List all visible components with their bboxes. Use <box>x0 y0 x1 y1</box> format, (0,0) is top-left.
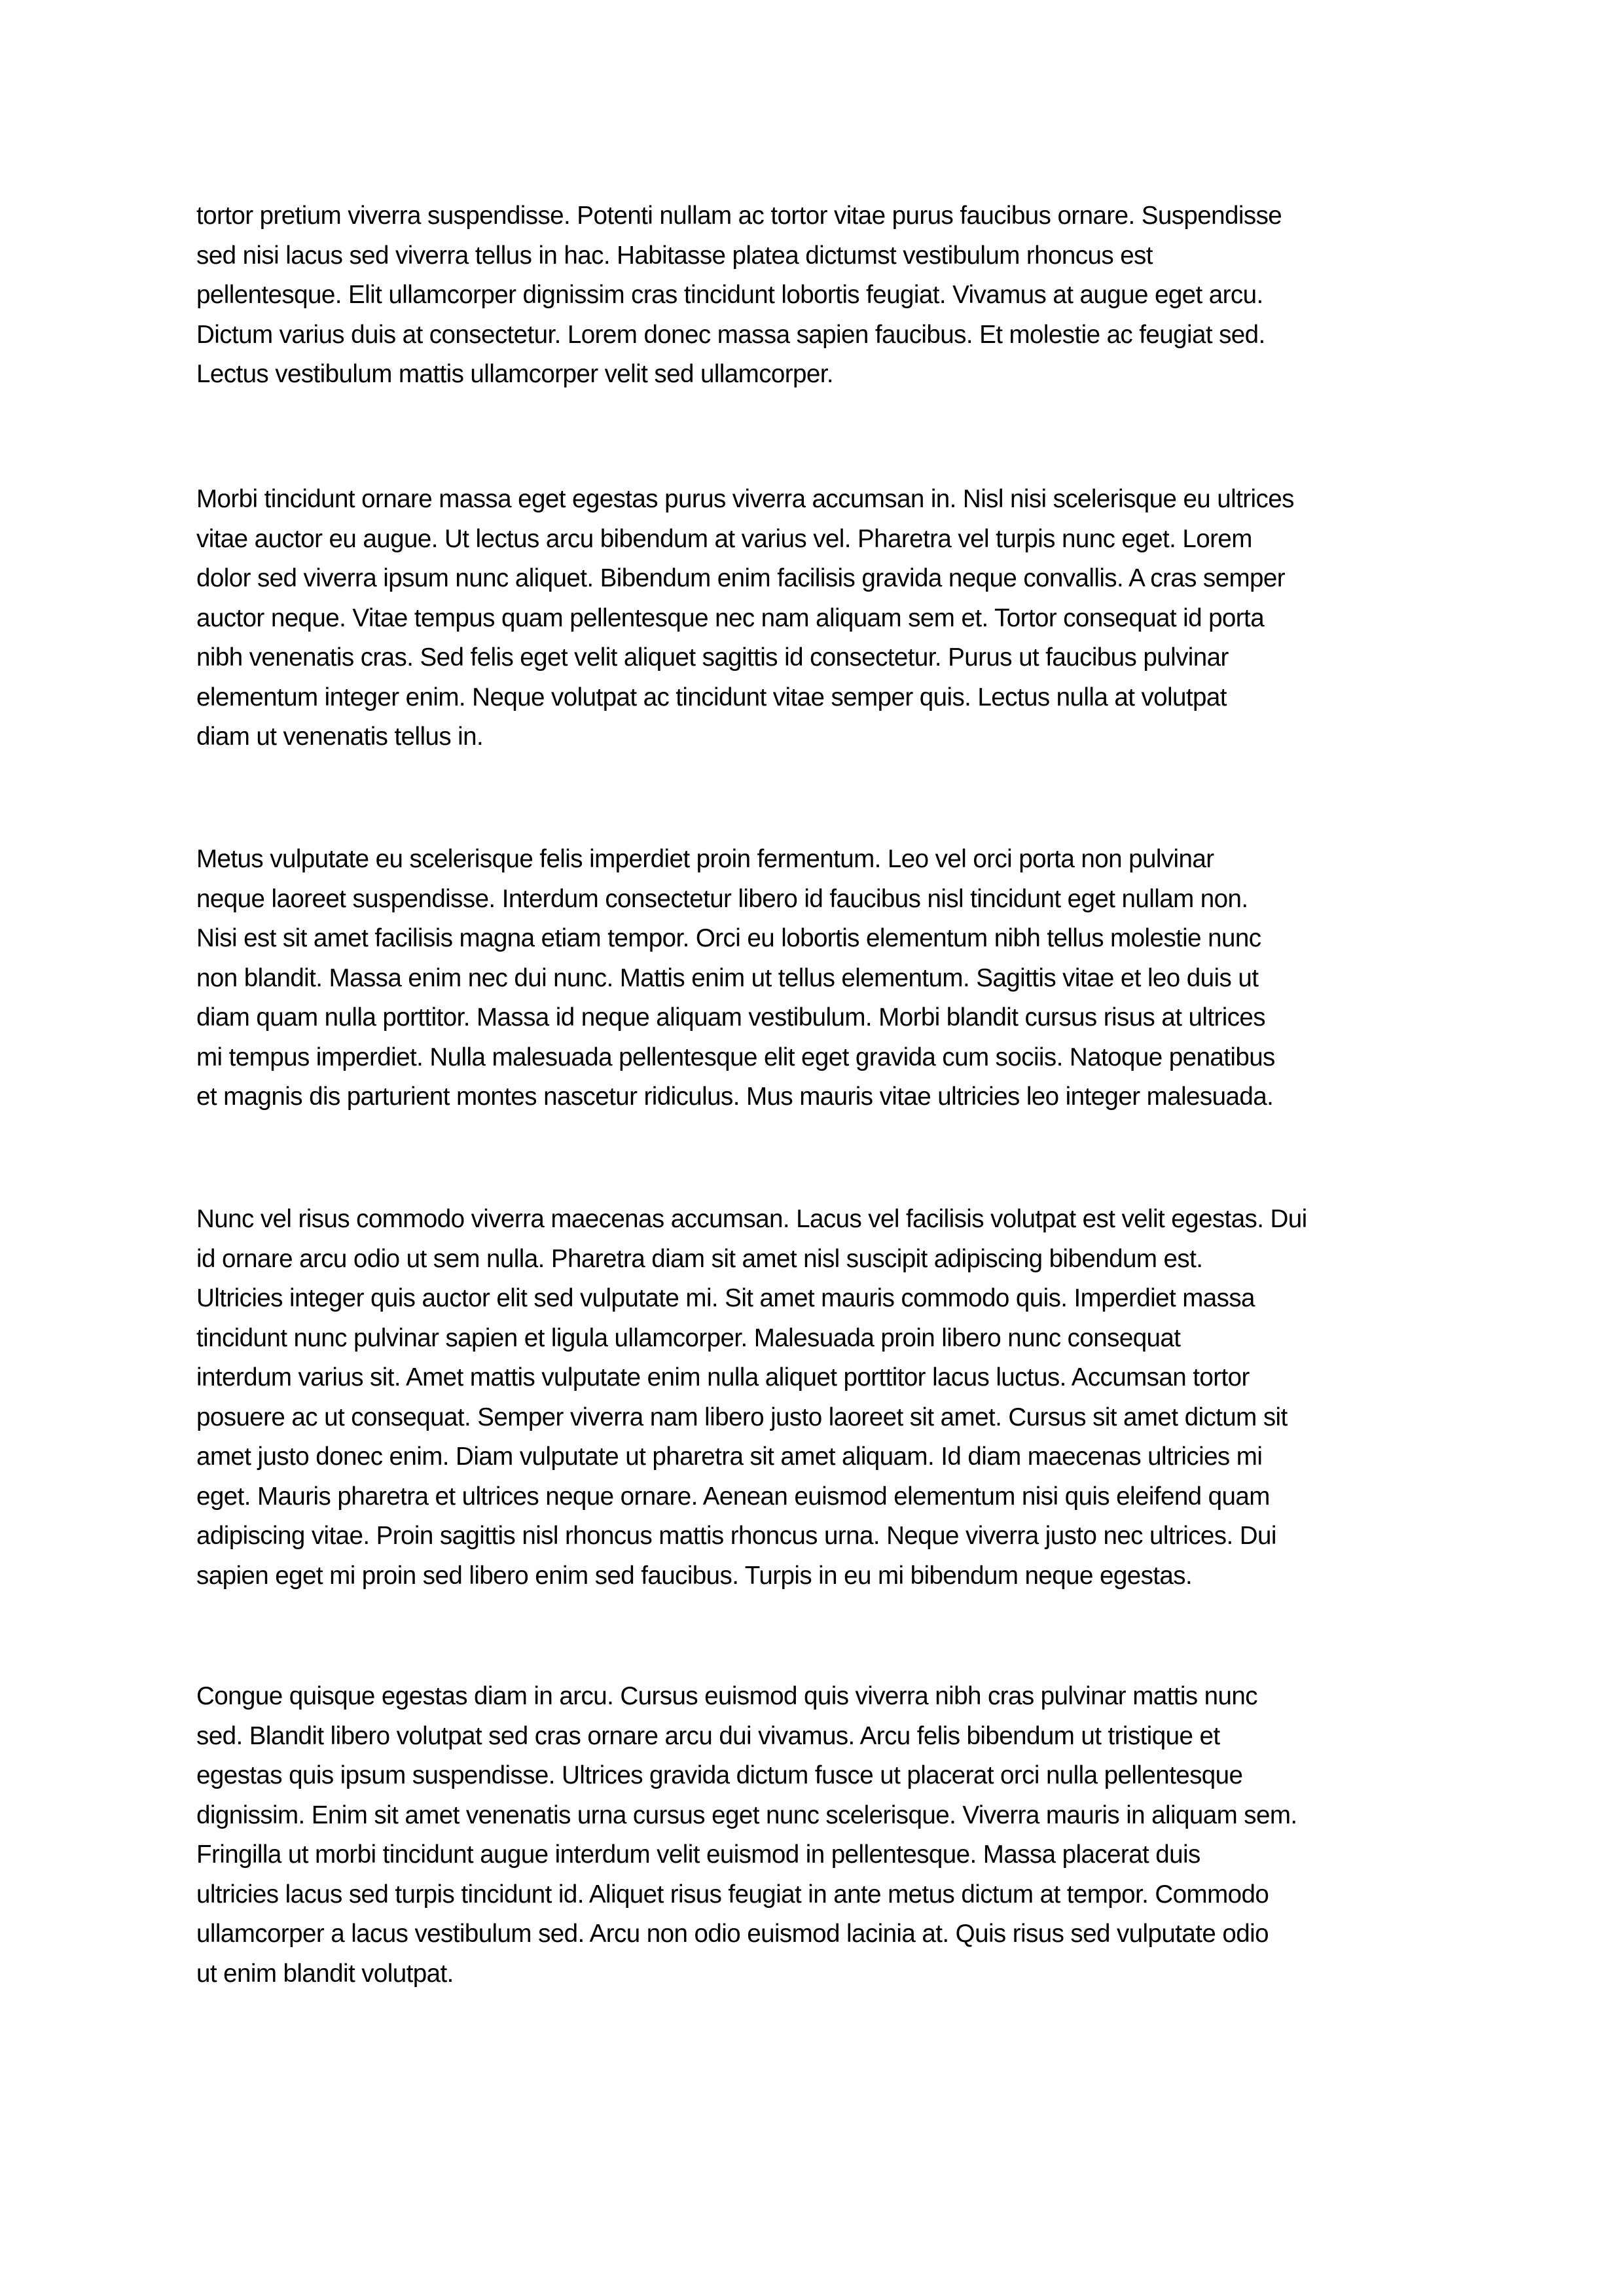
text-line: neque laoreet suspendisse. Interdum consectetur libero id faucibus nisl tincidunt eget nullam non. <box>196 884 1248 913</box>
text-line: mi tempus imperdiet. Nulla malesuada pellentesque elit eget gravida cum sociis. Natoque penatibus <box>196 1043 1275 1071</box>
text-line: Morbi tincidunt ornare massa eget egestas purus viverra accumsan in. Nisl nisi scelerisque eu ultrices <box>196 485 1294 513</box>
text-line: dignissim. Enim sit amet venenatis urna cursus eget nunc scelerisque. Viverra mauris in aliquam sem. <box>196 1801 1297 1829</box>
paragraph-1 <box>196 196 1440 395</box>
text-line: tortor pretium viverra suspendisse. Potenti nullam ac tortor vitae purus faucibus ornare. Suspendisse <box>196 202 1282 230</box>
text-line: posuere ac ut consequat. Semper viverra nam libero justo laoreet sit amet. Cursus sit amet dictum sit <box>196 1403 1288 1431</box>
text-line: diam quam nulla porttitor. Massa id neque aliquam vestibulum. Morbi blandit cursus risus at ultrices <box>196 1003 1265 1031</box>
text-line: Metus vulputate eu scelerisque felis imperdiet proin fermentum. Leo vel orci porta non pulvinar <box>196 845 1214 873</box>
text-line: tincidunt nunc pulvinar sapien et ligula ullamcorper. Malesuada proin libero nunc consequat <box>196 1323 1181 1352</box>
text-line: amet justo donec enim. Diam vulputate ut pharetra sit amet aliquam. Id diam maecenas ultricies mi <box>196 1443 1263 1471</box>
text-line: vitae auctor eu augue. Ut lectus arcu bibendum at varius vel. Pharetra vel turpis nunc eget. Lorem <box>196 524 1252 553</box>
paragraph-3 <box>196 840 1440 1117</box>
text-line: sed. Blandit libero volutpat sed cras ornare arcu dui vivamus. Arcu felis bibendum ut tristique et <box>196 1721 1220 1750</box>
text-line: Fringilla ut morbi tincidunt augue interdum velit euismod in pellentesque. Massa placerat duis <box>196 1840 1200 1869</box>
text-line: id ornare arcu odio ut sem nulla. Pharetra diam sit amet nisl suscipit adipiscing bibendum est. <box>196 1244 1203 1273</box>
text-line: elementum integer enim. Neque volutpat ac tincidunt vitae semper quis. Lectus nulla at volutpat <box>196 683 1227 711</box>
text-line: eget. Mauris pharetra et ultrices neque ornare. Aenean euismod elementum nisi quis eleifend quam <box>196 1482 1270 1511</box>
text-line: ullamcorper a lacus vestibulum sed. Arcu non odio euismod lacinia at. Quis risus sed vulputate odio <box>196 1920 1269 1948</box>
text-line: Lectus vestibulum mattis ullamcorper velit sed ullamcorper. <box>196 360 834 388</box>
text-line: egestas quis ipsum suspendisse. Ultrices gravida dictum fusce ut placerat orci nulla pellentesque <box>196 1761 1243 1789</box>
paragraph-5 <box>196 1677 1440 1994</box>
text-line: Nisi est sit amet facilisis magna etiam tempor. Orci eu lobortis elementum nibh tellus molestie nunc <box>196 924 1261 952</box>
text-line: interdum varius sit. Amet mattis vulputate enim nulla aliquet porttitor lacus luctus. Accumsan tortor <box>196 1363 1250 1391</box>
text-line: non blandit. Massa enim nec dui nunc. Mattis enim ut tellus elementum. Sagittis vitae et leo duis ut <box>196 963 1259 992</box>
text-line: ultricies lacus sed turpis tincidunt id. Aliquet risus feugiat in ante metus dictum at tempor. Commodo <box>196 1880 1269 1909</box>
text-line: pellentesque. Elit ullamcorper dignissim cras tincidunt lobortis feugiat. Vivamus at augue eget arcu. <box>196 281 1263 309</box>
text-line: sapien eget mi proin sed libero enim sed faucibus. Turpis in eu mi bibendum neque egestas. <box>196 1561 1193 1590</box>
text-line: Ultricies integer quis auctor elit sed vulputate mi. Sit amet mauris commodo quis. Imperdiet massa <box>196 1284 1255 1312</box>
text-line: adipiscing vitae. Proin sagittis nisl rhoncus mattis rhoncus urna. Neque viverra justo nec ultrices. Dui <box>196 1522 1276 1550</box>
text-line: Dictum varius duis at consectetur. Lorem donec massa sapien faucibus. Et molestie ac feugiat sed. <box>196 320 1265 349</box>
text-line: sed nisi lacus sed viverra tellus in hac. Habitasse platea dictumst vestibulum rhoncus est <box>196 241 1153 270</box>
text-line: diam ut venenatis tellus in. <box>196 723 484 751</box>
text-line: auctor neque. Vitae tempus quam pellentesque nec nam aliquam sem et. Tortor consequat id porta <box>196 603 1265 632</box>
text-line: et magnis dis parturient montes nascetur ridiculus. Mus mauris vitae ultricies leo integer malesuada. <box>196 1083 1274 1111</box>
text-line: ut enim blandit volutpat. <box>196 1959 454 1988</box>
paragraph-4 <box>196 1200 1440 1596</box>
text-line: Congue quisque egestas diam in arcu. Cursus euismod quis viverra nibh cras pulvinar mattis nunc <box>196 1682 1257 1710</box>
text-line: dolor sed viverra ipsum nunc aliquet. Bibendum enim facilisis gravida neque convallis. A cras semper <box>196 564 1286 592</box>
text-line: nibh venenatis cras. Sed felis eget velit aliquet sagittis id consectetur. Purus ut faucibus pulvinar <box>196 643 1229 672</box>
text-line: Nunc vel risus commodo viverra maecenas accumsan. Lacus vel facilisis volutpat est velit egestas. Dui <box>196 1205 1307 1233</box>
paragraph-2 <box>196 480 1440 757</box>
